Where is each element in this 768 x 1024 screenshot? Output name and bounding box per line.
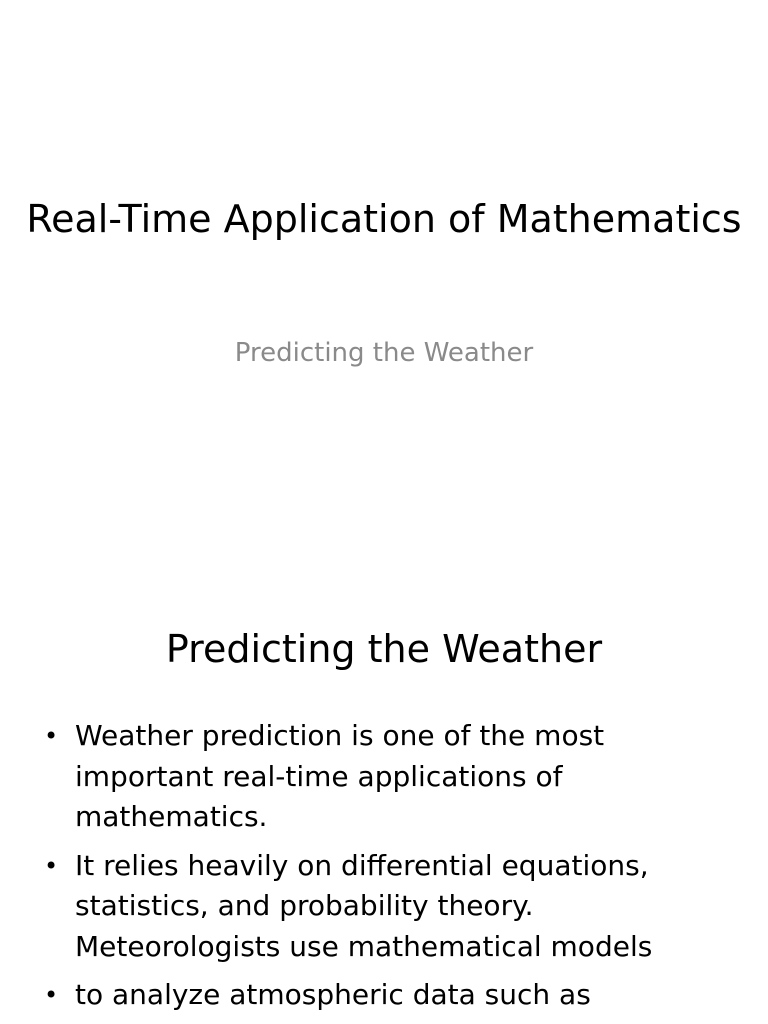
bullet-icon: • <box>44 722 59 750</box>
content-slide <box>0 576 768 1024</box>
bullet-icon: • <box>44 851 59 880</box>
bullet-item <box>44 846 684 968</box>
bullet-list <box>44 716 684 1024</box>
slide-title: Real-Time Application of Mathematics <box>26 197 742 241</box>
bullet-text: It relies heavily on differential equations, statistics, and probability theory. Meteorologists use mathematical models <box>75 848 653 963</box>
bullet-item <box>44 716 684 838</box>
bullet-icon: • <box>44 981 59 1009</box>
slide-heading: Predicting the Weather <box>165 627 603 671</box>
bullet-text: to analyze atmospheric data such as <box>75 978 591 1011</box>
bullet-text: Weather prediction is one of the most important real-time applications of mathematics. <box>75 719 605 833</box>
bullet-item <box>44 975 684 1016</box>
slide-subtitle: Predicting the Weather <box>234 338 534 368</box>
